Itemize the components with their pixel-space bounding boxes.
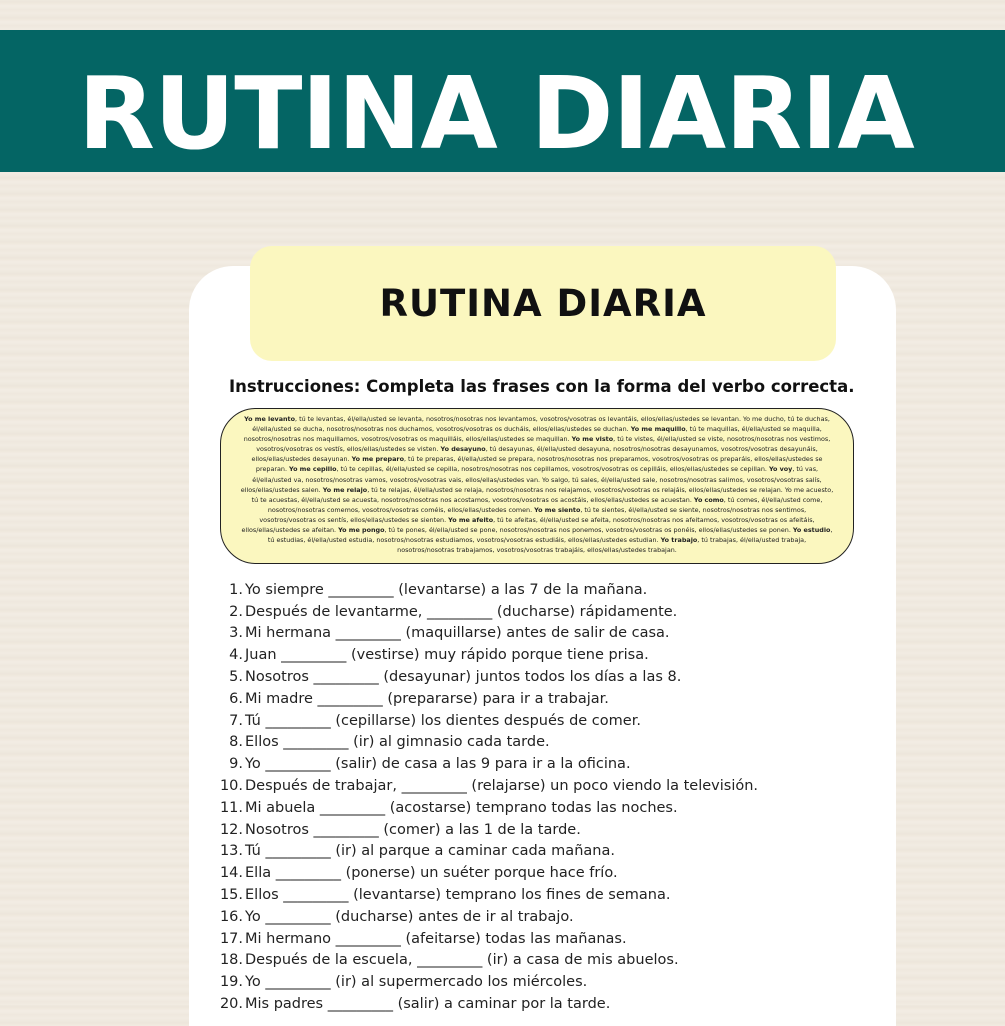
- exercise-number: 8.: [229, 734, 243, 751]
- exercise-sentence: Mi madre _________ (prepararse) para ir a trabajar.: [245, 690, 609, 707]
- exercise-item: [219, 623, 758, 645]
- conjugation-lead: Yo trabajo: [660, 536, 698, 545]
- exercise-number: 19.: [219, 974, 243, 991]
- exercise-item: [219, 841, 758, 863]
- conjugation-lead: Yo como: [693, 495, 724, 504]
- exercise-number: 2.: [229, 603, 243, 620]
- exercise-item: [219, 644, 758, 666]
- conjugation-box: [220, 408, 854, 564]
- exercise-number: 3.: [229, 625, 243, 642]
- conjugation-rest: , tú te pones, él/ella/usted se pone, nosotros/nosotras nos ponemos, vosotros/vosotras os ponéis, ellos/ellas/ustedes se ponen.: [384, 526, 793, 535]
- exercise-number: 14.: [219, 865, 243, 882]
- conjugation-lead: Yo me relajo: [322, 485, 368, 494]
- conjugation-rest: , tú te preparas, él/ella/usted se prepara, nosotros/nosotras nos preparamos, vosotros/vosotras os preparáis, ellos/ellas/ustedes se preparan.: [255, 455, 823, 474]
- exercise-sentence: Yo siempre _________ (levantarse) a las 7 de la mañana.: [245, 581, 648, 598]
- conjugation-rest: , tú te levantas, él/ella/usted se levanta, nosotros/nosotras nos levantamos, vosotros/vosotras os levantáis, ellos/ellas/ustedes se levantan. Yo me ducho, tú te duchas, él/ella/usted se ducha, nosotros/nosotras nos duchamos, vosotros/vosotras os ducháis, ellos/ellas/ustedes se duchan.: [252, 415, 830, 434]
- worksheet-title-box: [250, 246, 836, 361]
- exercise-number: 1.: [229, 581, 243, 598]
- exercise-item: [219, 753, 758, 775]
- exercise-number: 15.: [219, 887, 243, 904]
- conjugation-text: [239, 414, 835, 555]
- conjugation-rest: , tú estudias, él/ella/usted estudia, nosotros/nosotras estudiamos, vosotros/vosotras estudiáis, ellos/ellas/ustedes estudian.: [267, 526, 833, 545]
- exercise-list: [219, 579, 758, 1015]
- exercise-sentence: Mi hermano _________ (afeitarse) todas las mañanas.: [245, 930, 627, 947]
- conjugation-rest: , tú desayunas, él/ella/usted desayuna, nosotros/nosotras desayunamos, vosotros/vosotras desayunáis, ellos/ellas/ustedes desayunan.: [251, 445, 818, 464]
- exercise-sentence: Mi hermana _________ (maquillarse) antes de salir de casa.: [245, 625, 670, 642]
- conjugation-rest: , tú te cepillas, él/ella/usted se cepilla, nosotros/nosotras nos cepillamos, vosotros/vosotras os cepilláis, ellos/ellas/ustedes se cepillan.: [336, 465, 769, 474]
- exercise-number: 17.: [219, 930, 243, 947]
- exercise-number: 6.: [229, 690, 243, 707]
- exercise-item: [219, 928, 758, 950]
- exercise-sentence: Nosotros _________ (comer) a las 1 de la tarde.: [245, 821, 581, 838]
- conjugation-rest: , tú te afeitas, él/ella/usted se afeita, nosotros/nosotras nos afeitamos, vosotros/vosotras os afeitáis, ellos/ellas/ustedes se afeitan.: [241, 515, 815, 535]
- conjugation-lead: Yo me pongo: [338, 526, 385, 535]
- exercise-item: [219, 601, 758, 623]
- exercise-number: 5.: [229, 669, 243, 686]
- exercise-number: 12.: [219, 821, 243, 838]
- exercise-item: [219, 993, 758, 1015]
- exercise-item: [219, 884, 758, 906]
- exercise-item: [219, 732, 758, 754]
- exercise-item: [219, 775, 758, 797]
- exercise-sentence: Tú _________ (ir) al parque a caminar cada mañana.: [245, 843, 615, 860]
- conjugation-lead: Yo me levanto: [244, 415, 295, 423]
- conjugation-lead: Yo estudio: [792, 526, 831, 535]
- conjugation-lead: Yo desayuno: [440, 445, 486, 454]
- exercise-sentence: Tú _________ (cepillarse) los dientes después de comer.: [245, 712, 641, 729]
- exercise-sentence: Juan _________ (vestirse) muy rápido porque tiene prisa.: [245, 647, 649, 664]
- exercise-sentence: Yo _________ (ducharse) antes de ir al trabajo.: [245, 908, 574, 925]
- exercise-sentence: Después de trabajar, _________ (relajarse) un poco viendo la televisión.: [245, 778, 759, 795]
- conjugation-lead: Yo voy: [768, 465, 793, 474]
- exercise-number: 13.: [219, 843, 243, 860]
- conjugation-rest: , tú trabajas, él/ella/usted trabaja, nosotros/nosotras trabajamos, vosotros/vosotras trabajáis, ellos/ellas/ustedes trabajan.: [397, 536, 807, 555]
- conjugation-lead: Yo me siento: [534, 505, 581, 514]
- exercise-item: [219, 819, 758, 841]
- exercise-number: 7.: [229, 712, 243, 729]
- exercise-number: 9.: [229, 756, 243, 773]
- worksheet-title: RUTINA DIARIA: [379, 282, 707, 325]
- conjugation-rest: , tú te relajas, él/ella/usted se relaja, nosotros/nosotras nos relajamos, vosotros/vosotras os relajáis, ellos/ellas/ustedes se relajan. Yo me acuesto, tú te acuestas, él/ella/usted se acuesta, nosotros/nosotras nos acostamos, vosotros/vosotras os acostáis, ellos/ellas/ustedes se acuestan.: [251, 485, 834, 504]
- exercise-sentence: Mis padres _________ (salir) a caminar por la tarde.: [245, 996, 611, 1013]
- header-banner: [0, 30, 1005, 172]
- exercise-sentence: Después de levantarme, _________ (ducharse) rápidamente.: [245, 603, 678, 620]
- exercise-sentence: Mi abuela _________ (acostarse) temprano todas las noches.: [245, 799, 678, 816]
- exercise-item: [219, 579, 758, 601]
- exercise-number: 4.: [229, 647, 243, 664]
- exercise-number: 16.: [219, 908, 243, 925]
- conjugation-rest: , tú te maquillas, él/ella/usted se maquilla, nosotros/nosotras nos maquillamos, vosotros/vosotras os maquilláis, ellos/ellas/ustedes se maquillan.: [243, 425, 822, 444]
- exercise-number: 11.: [219, 799, 243, 816]
- exercise-item: [219, 950, 758, 972]
- conjugation-rest: , tú comes, él/ella/usted come, nosotros/nosotras comemos, vosotros/vosotras coméis, ellos/ellas/ustedes comen.: [267, 495, 823, 514]
- exercise-item: [219, 666, 758, 688]
- conjugation-lead: Yo me visto: [571, 435, 614, 444]
- conjugation-rest: , tú vas, él/ella/usted va, nosotros/nosotras vamos, vosotros/vosotras vais, ellos/ellas/ustedes van. Yo salgo, tú sales, él/ella/usted sale, nosotros/nosotras salimos, vosotros/vosotras salís, ellos/ellas/ustedes salen.: [240, 465, 822, 494]
- exercise-item: [219, 688, 758, 710]
- exercise-sentence: Yo _________ (salir) de casa a las 9 para ir a la oficina.: [245, 756, 631, 773]
- exercise-sentence: Ellos _________ (levantarse) temprano los fines de semana.: [245, 887, 671, 904]
- conjugation-lead: Yo me afeito: [448, 515, 494, 524]
- conjugation-rest: , tú te sientes, él/ella/usted se siente, nosotros/nosotras nos sentimos, vosotros/vosotras os sentís, ellos/ellas/ustedes se sienten.: [259, 505, 807, 524]
- instructions-text: Instrucciones: Completa las frases con la forma del verbo correcta.: [229, 377, 855, 396]
- exercise-item: [219, 906, 758, 928]
- exercise-sentence: Ellos _________ (ir) al gimnasio cada tarde.: [245, 734, 550, 751]
- page-title: RUTINA DIARIA: [78, 55, 914, 172]
- exercise-sentence: Nosotros _________ (desayunar) juntos todos los días a las 8.: [245, 669, 682, 686]
- exercise-item: [219, 971, 758, 993]
- exercise-item: [219, 797, 758, 819]
- exercise-sentence: Ella _________ (ponerse) un suéter porque hace frío.: [245, 865, 618, 882]
- exercise-item: [219, 710, 758, 732]
- conjugation-lead: Yo me preparo: [351, 455, 404, 464]
- exercise-number: 18.: [219, 952, 243, 969]
- exercise-sentence: Después de la escuela, _________ (ir) a casa de mis abuelos.: [245, 952, 679, 969]
- exercise-number: 10.: [219, 778, 243, 795]
- conjugation-lead: Yo me cepillo: [289, 465, 337, 474]
- conjugation-rest: , tú te vistes, él/ella/usted se viste, nosotros/nosotras nos vestimos, vosotros/vosotras os vestís, ellos/ellas/ustedes se visten.: [256, 435, 831, 454]
- exercise-number: 20.: [219, 996, 243, 1013]
- exercise-sentence: Yo _________ (ir) al supermercado los miércoles.: [245, 974, 588, 991]
- conjugation-lead: Yo me maquillo: [630, 425, 686, 434]
- exercise-item: [219, 862, 758, 884]
